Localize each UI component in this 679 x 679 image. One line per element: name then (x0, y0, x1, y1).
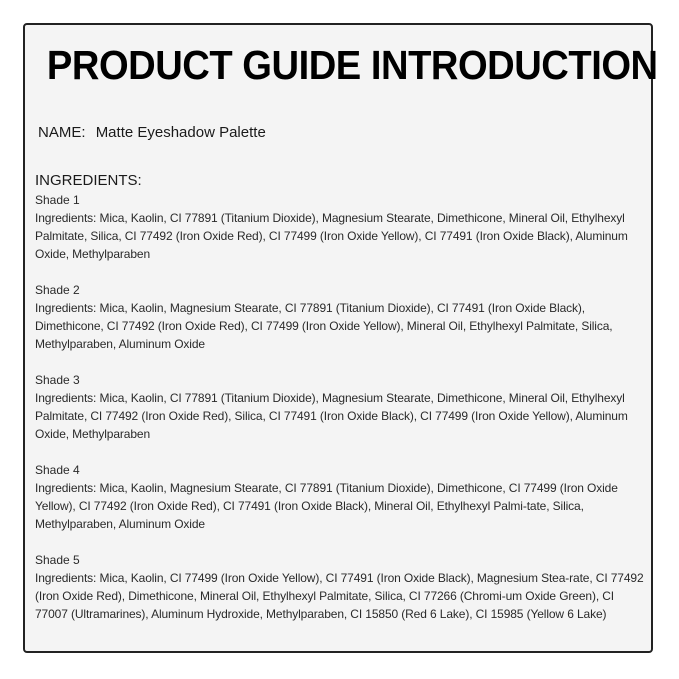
shade-4-title: Shade 4 (35, 463, 80, 477)
shade-2-title: Shade 2 (35, 283, 80, 297)
shade-3-section (35, 371, 647, 443)
shade-2-ingredients: Ingredients: Mica, Kaolin, Magnesium Stearate, CI 77891 (Titanium Dioxide), CI 77491 (Iron Oxide Black), Dimethicone, CI 77492 (Iron Oxide Red), CI 77499 (Iron Oxide Yellow), Mineral Oil, Ethylhexyl Palmitate, Silica, Methylparaben, Aluminum Oxide (35, 301, 613, 351)
shade-5-ingredients: Ingredients: Mica, Kaolin, CI 77499 (Iron Oxide Yellow), CI 77491 (Iron Oxide Black), Magnesium Stea-rate, CI 77492 (Iron Oxide Red), Dimethicone, Mineral Oil, Ethylhexyl Palmitate, Silica, CI 77266 (Chromi-um Oxide Green), CI 77007 (Ultramarines), Aluminum Hydroxide, Methylparaben, CI 15850 (Red 6 Lake), CI 15985 (Yellow 6 Lake) (35, 571, 644, 621)
shade-1-ingredients: Ingredients: Mica, Kaolin, CI 77891 (Titanium Dioxide), Magnesium Stearate, Dimethicone, Mineral Oil, Ethylhexyl Palmitate, Silica, CI 77492 (Iron Oxide Red), CI 77499 (Iron Oxide Yellow), CI 77491 (Iron Oxide Black), Aluminum Oxide, Methylparaben (35, 211, 628, 261)
shade-3-ingredients: Ingredients: Mica, Kaolin, CI 77891 (Titanium Dioxide), Magnesium Stearate, Dimethicone, Mineral Oil, Ethylhexyl Palmitate, CI 77492 (Iron Oxide Red), Silica, CI 77491 (Iron Oxide Black), CI 77499 (Iron Oxide Yellow), Aluminum Oxide, Methylparaben (35, 391, 628, 441)
shade-5-section (35, 551, 647, 623)
product-guide-card (23, 23, 658, 653)
shade-2-section (35, 281, 647, 353)
shade-list (35, 191, 647, 641)
product-name-label: NAME: (38, 124, 86, 141)
page-title: PRODUCT GUIDE INTRODUCTION (46, 42, 658, 88)
shade-1-section (35, 191, 647, 263)
shade-1-title: Shade 1 (35, 193, 80, 207)
product-name-row (38, 123, 266, 143)
shade-4-section (35, 461, 647, 533)
shade-3-title: Shade 3 (35, 373, 80, 387)
shade-5-title: Shade 5 (35, 553, 80, 567)
shade-4-ingredients: Ingredients: Mica, Kaolin, Magnesium Stearate, CI 77891 (Titanium Dioxide), Dimethicone, CI 77499 (Iron Oxide Yellow), CI 77492 (Iron Oxide Red), CI 77491 (Iron Oxide Black), Mineral Oil, Ethylhexyl Palmi-tate, Silica, Methylparaben, Aluminum Oxide (35, 481, 618, 531)
product-name-value: Matte Eyeshadow Palette (95, 124, 266, 141)
ingredients-heading: INGREDIENTS: (35, 172, 142, 189)
